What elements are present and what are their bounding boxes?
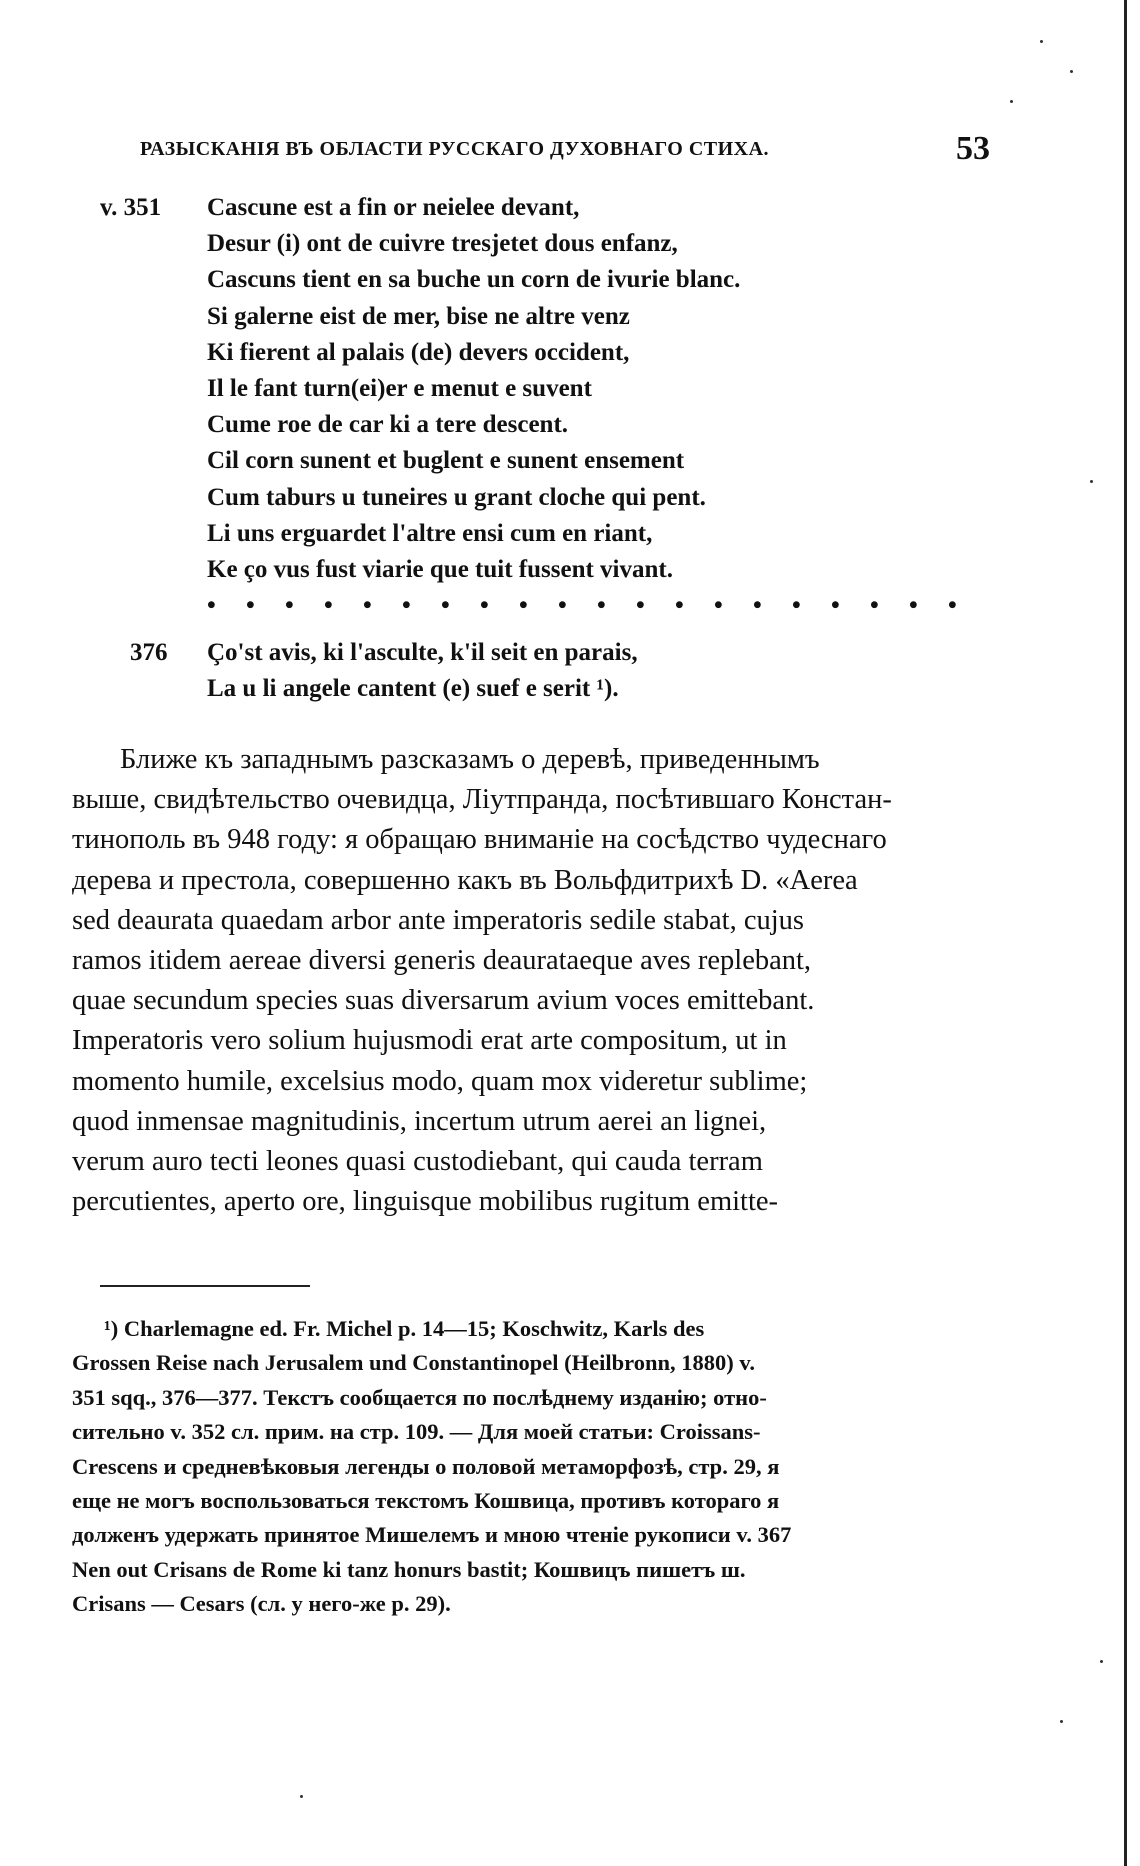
footnote-line: долженъ удержать принятое Мишелемъ и мною чтеніе рукописи v. 367 [72,1522,792,1548]
verse-line [100,335,860,371]
prose-line: momento humile, excelsius modo, quam mox videretur sublime; [72,1065,808,1097]
footnote-line: 351 sqq., 376—377. Текстъ сообщается по послѣднему изданію; отно- [72,1384,767,1410]
page-number: 53 [956,130,990,167]
scan-speck [1090,480,1093,483]
verse-text: Cil corn sunent et buglent e sunent ensement [207,447,685,475]
footnote-line: Crescens и средневѣковыя легенды о половой метаморфозѣ, стр. 29, я [72,1453,780,1479]
verse-text: Cascune est a fin or neielee devant, [207,194,580,221]
omission-dots: • • • • • • • • • • • • • • • • • • • • [207,592,969,620]
verse-text: Cum taburs u tuneires u grant cloche qui pent. [207,483,706,511]
prose-line: выше, свидѣтельство очевидца, Ліутпранда, посѣтившаго Констан- [72,784,892,816]
running-head [140,130,990,170]
footnote-line: Nen out Crisans de Rome ki tanz honurs bastit; Кошвицъ пишетъ ш. [72,1556,746,1582]
scan-speck [300,1795,303,1798]
verse-text: Desur (i) ont de cuivre tresjetet dous enfanz, [207,230,678,258]
running-title: РАЗЫСКАНІЯ ВЪ ОБЛАСТИ РУССКАГО ДУХОВНАГО СТИХА. [140,138,770,160]
verse-block-376 [100,635,860,707]
prose-line: Ближе къ западнымъ разсказамъ о деревѣ, приведеннымъ [120,744,820,775]
verse-number: v. 351 [100,194,162,221]
verse-line [100,480,860,516]
prose-line: дерева и престола, совершенно какъ въ Вольфдитрихѣ D. «Aerea [72,864,858,896]
footnote [72,1312,942,1622]
verse-line [100,226,860,262]
verse-text: La u li angele cantent (e) suef e serit ¹). [207,675,619,703]
prose-line: тинополь въ 948 году: я обращаю вниманіе на сосѣдство чудеснаго [72,824,887,856]
footnote-line: Grossen Reise nach Jerusalem und Constantinopel (Heilbronn, 1880) v. [72,1350,755,1376]
scan-speck [1010,100,1013,103]
prose-line: quae secundum species suas diversarum avium voces emittebant. [72,985,815,1017]
verse-line [100,671,860,707]
verse-number: 376 [130,639,168,666]
verse-line [100,407,860,443]
verse-text: Il le fant turn(ei)er e menut e suvent [207,374,592,402]
footnote-separator [100,1285,310,1287]
verse-line [100,635,860,671]
verse-line [100,552,860,588]
scan-speck [1060,1720,1063,1723]
prose-line: percutientes, aperto ore, linguisque mobilibus rugitum emitte- [72,1186,779,1218]
verse-text: Cume roe de car ki a tere descent. [207,411,569,439]
scan-speck [1070,70,1073,73]
verse-text: Cascuns tient en sa buche un corn de ivurie blanc. [207,266,741,294]
verse-text: Ki fierent al palais (de) devers occident, [207,338,630,366]
verse-text: Ço'st avis, ki l'asculte, k'il seit en parais, [207,639,638,666]
footnote-line: Crisans — Cesars (сл. у него-же р. 29). [72,1591,451,1617]
prose-line: Imperatoris vero solium hujusmodi erat arte compositum, ut in [72,1025,787,1057]
verse-block-351 [100,190,969,624]
footnote-line: еще не могъ воспользоваться текстомъ Кошвица, противъ котораго я [72,1487,780,1513]
body-paragraph [72,740,942,1222]
verse-line [100,262,860,298]
verse-text: Si galerne eist de mer, bise ne altre venz [207,302,630,330]
prose-line: verum auro tecti leones quasi custodiebant, qui cauda terram [72,1145,763,1177]
verse-line [100,299,860,335]
prose-line: quod inmensae magnitudinis, incertum utrum aerei an lignei, [72,1105,767,1137]
verse-line [100,516,860,552]
footnote-line: ¹) Charlemagne ed. Fr. Michel p. 14—15; Koschwitz, Karls des [104,1316,705,1341]
prose-line: ramos itidem aereae diversi generis deaurataeque aves replebant, [72,944,812,976]
prose-line: sed deaurata quaedam arbor ante imperatoris sedile stabat, cujus [72,904,804,936]
scan-speck [1040,40,1043,43]
verse-line [100,190,860,226]
scan-speck [1100,1660,1103,1663]
page-edge-line [1124,0,1127,1866]
verse-text: Ke ço vus fust viarie que tuit fussent vivant. [207,555,673,583]
verse-line [100,443,860,479]
verse-text: Li uns erguardet l'altre ensi cum en riant, [207,519,653,547]
verse-line [100,371,860,407]
footnote-line: сительно v. 352 сл. прим. на стр. 109. — Для моей статьи: Croissans- [72,1419,761,1445]
